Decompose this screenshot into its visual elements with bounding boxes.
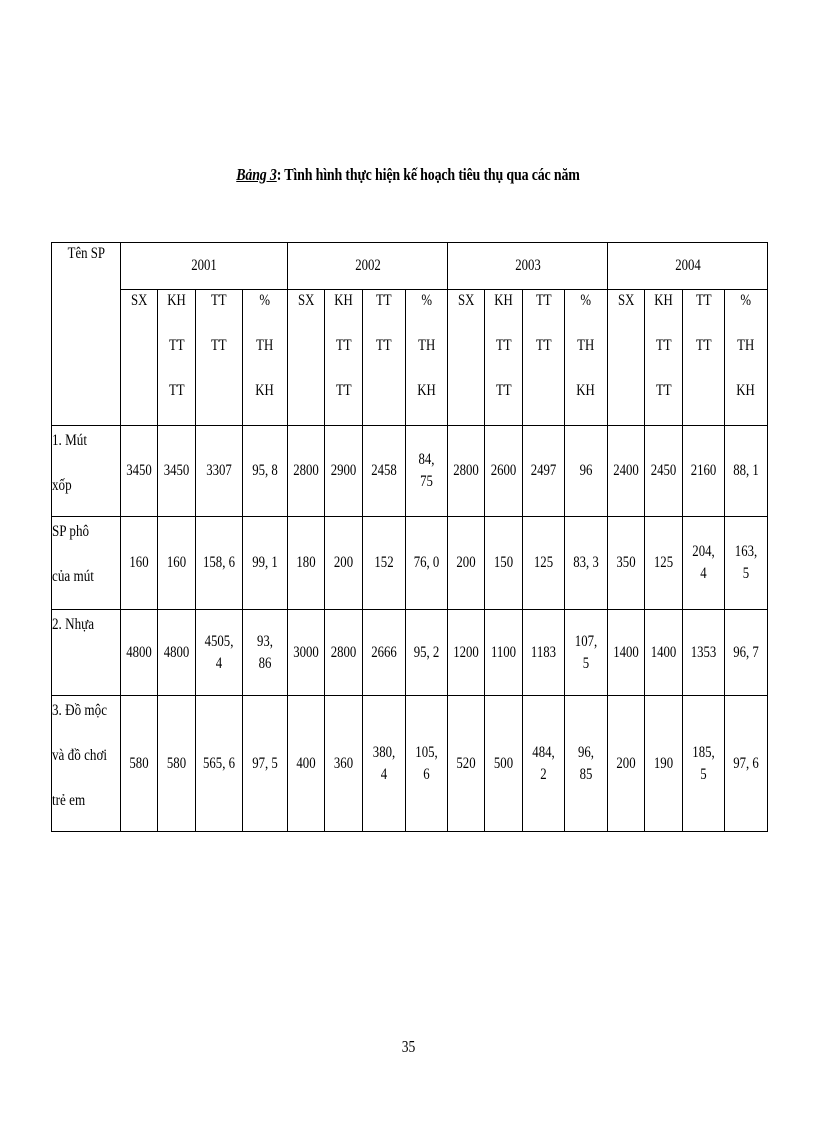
- value-cell: 105, 6: [406, 696, 448, 832]
- value-cell: 97, 5: [243, 696, 288, 832]
- table-row: [52, 517, 768, 610]
- product-name-cell: 2. Nhựa: [52, 610, 121, 696]
- value-cell: 350: [608, 517, 645, 610]
- value-cell: 4505, 4: [196, 610, 243, 696]
- value-cell: 95, 2: [406, 610, 448, 696]
- value-cell: 95, 8: [243, 426, 288, 517]
- value-cell: 2800: [448, 426, 485, 517]
- value-cell: 3450: [158, 426, 196, 517]
- product-name-cell: 1. Mút xốp: [52, 426, 121, 517]
- subheader-tt-tt: TT TT: [196, 290, 243, 426]
- year-header: 2003: [448, 243, 608, 290]
- value-cell: 360: [325, 696, 363, 832]
- value-cell: 88, 1: [725, 426, 768, 517]
- value-cell: 2666: [363, 610, 406, 696]
- subheader-sx: SX: [448, 290, 485, 426]
- subheader-row: [52, 290, 768, 426]
- value-cell: 93, 86: [243, 610, 288, 696]
- subheader-sx: SX: [121, 290, 158, 426]
- value-cell: 3450: [121, 426, 158, 517]
- table-header: [52, 243, 768, 426]
- value-cell: 1400: [608, 610, 645, 696]
- subheader-kh-tt: KH TT TT: [325, 290, 363, 426]
- subheader-pct-th-kh: % TH KH: [565, 290, 608, 426]
- value-cell: 1400: [645, 610, 683, 696]
- sales-plan-table: [51, 242, 768, 832]
- caption-text: : Tình hình thực hiện kế hoạch tiêu thụ qua các năm: [276, 165, 580, 184]
- value-cell: 107, 5: [565, 610, 608, 696]
- value-cell: 96: [565, 426, 608, 517]
- value-cell: 160: [121, 517, 158, 610]
- subheader-pct-th-kh: % TH KH: [243, 290, 288, 426]
- table-row: [52, 426, 768, 517]
- value-cell: 484, 2: [523, 696, 565, 832]
- value-cell: 200: [325, 517, 363, 610]
- value-cell: 180: [288, 517, 325, 610]
- value-cell: 204, 4: [683, 517, 725, 610]
- value-cell: 4800: [121, 610, 158, 696]
- value-cell: 4800: [158, 610, 196, 696]
- value-cell: 99, 1: [243, 517, 288, 610]
- value-cell: 160: [158, 517, 196, 610]
- value-cell: 580: [121, 696, 158, 832]
- table-caption: [73, 165, 742, 185]
- value-cell: 1200: [448, 610, 485, 696]
- product-column-header: Tên SP: [52, 243, 121, 426]
- value-cell: 200: [608, 696, 645, 832]
- value-cell: 185, 5: [683, 696, 725, 832]
- subheader-kh-tt: KH TT TT: [158, 290, 196, 426]
- value-cell: 2400: [608, 426, 645, 517]
- value-cell: 2600: [485, 426, 523, 517]
- value-cell: 1100: [485, 610, 523, 696]
- value-cell: 1183: [523, 610, 565, 696]
- subheader-tt-tt: TT TT: [363, 290, 406, 426]
- value-cell: 97, 6: [725, 696, 768, 832]
- value-cell: 200: [448, 517, 485, 610]
- year-header: 2004: [608, 243, 768, 290]
- value-cell: 2497: [523, 426, 565, 517]
- value-cell: 190: [645, 696, 683, 832]
- value-cell: 400: [288, 696, 325, 832]
- subheader-pct-th-kh: % TH KH: [725, 290, 768, 426]
- value-cell: 565, 6: [196, 696, 243, 832]
- value-cell: 2800: [325, 610, 363, 696]
- value-cell: 520: [448, 696, 485, 832]
- subheader-pct-th-kh: % TH KH: [406, 290, 448, 426]
- year-header-row: [52, 243, 768, 290]
- subheader-sx: SX: [288, 290, 325, 426]
- value-cell: 163, 5: [725, 517, 768, 610]
- value-cell: 3307: [196, 426, 243, 517]
- subheader-sx: SX: [608, 290, 645, 426]
- subheader-kh-tt: KH TT TT: [645, 290, 683, 426]
- value-cell: 380, 4: [363, 696, 406, 832]
- subheader-kh-tt: KH TT TT: [485, 290, 523, 426]
- subheader-tt-tt: TT TT: [683, 290, 725, 426]
- subheader-tt-tt: TT TT: [523, 290, 565, 426]
- value-cell: 152: [363, 517, 406, 610]
- value-cell: 580: [158, 696, 196, 832]
- value-cell: 150: [485, 517, 523, 610]
- page-number: 35: [401, 1037, 415, 1056]
- table-body: [52, 426, 768, 832]
- value-cell: 2900: [325, 426, 363, 517]
- value-cell: 158, 6: [196, 517, 243, 610]
- value-cell: 500: [485, 696, 523, 832]
- caption-label: Bảng 3: [236, 165, 277, 184]
- year-header: 2002: [288, 243, 448, 290]
- value-cell: 96, 85: [565, 696, 608, 832]
- value-cell: 2458: [363, 426, 406, 517]
- value-cell: 1353: [683, 610, 725, 696]
- value-cell: 125: [645, 517, 683, 610]
- value-cell: 84, 75: [406, 426, 448, 517]
- product-name-cell: 3. Đồ mộc và đồ chơi trẻ em: [52, 696, 121, 832]
- value-cell: 83, 3: [565, 517, 608, 610]
- value-cell: 3000: [288, 610, 325, 696]
- product-name-cell: SP phô của mút: [52, 517, 121, 610]
- value-cell: 125: [523, 517, 565, 610]
- value-cell: 2160: [683, 426, 725, 517]
- table-row: [52, 610, 768, 696]
- table-row: [52, 696, 768, 832]
- value-cell: 96, 7: [725, 610, 768, 696]
- value-cell: 76, 0: [406, 517, 448, 610]
- value-cell: 2450: [645, 426, 683, 517]
- value-cell: 2800: [288, 426, 325, 517]
- year-header: 2001: [121, 243, 288, 290]
